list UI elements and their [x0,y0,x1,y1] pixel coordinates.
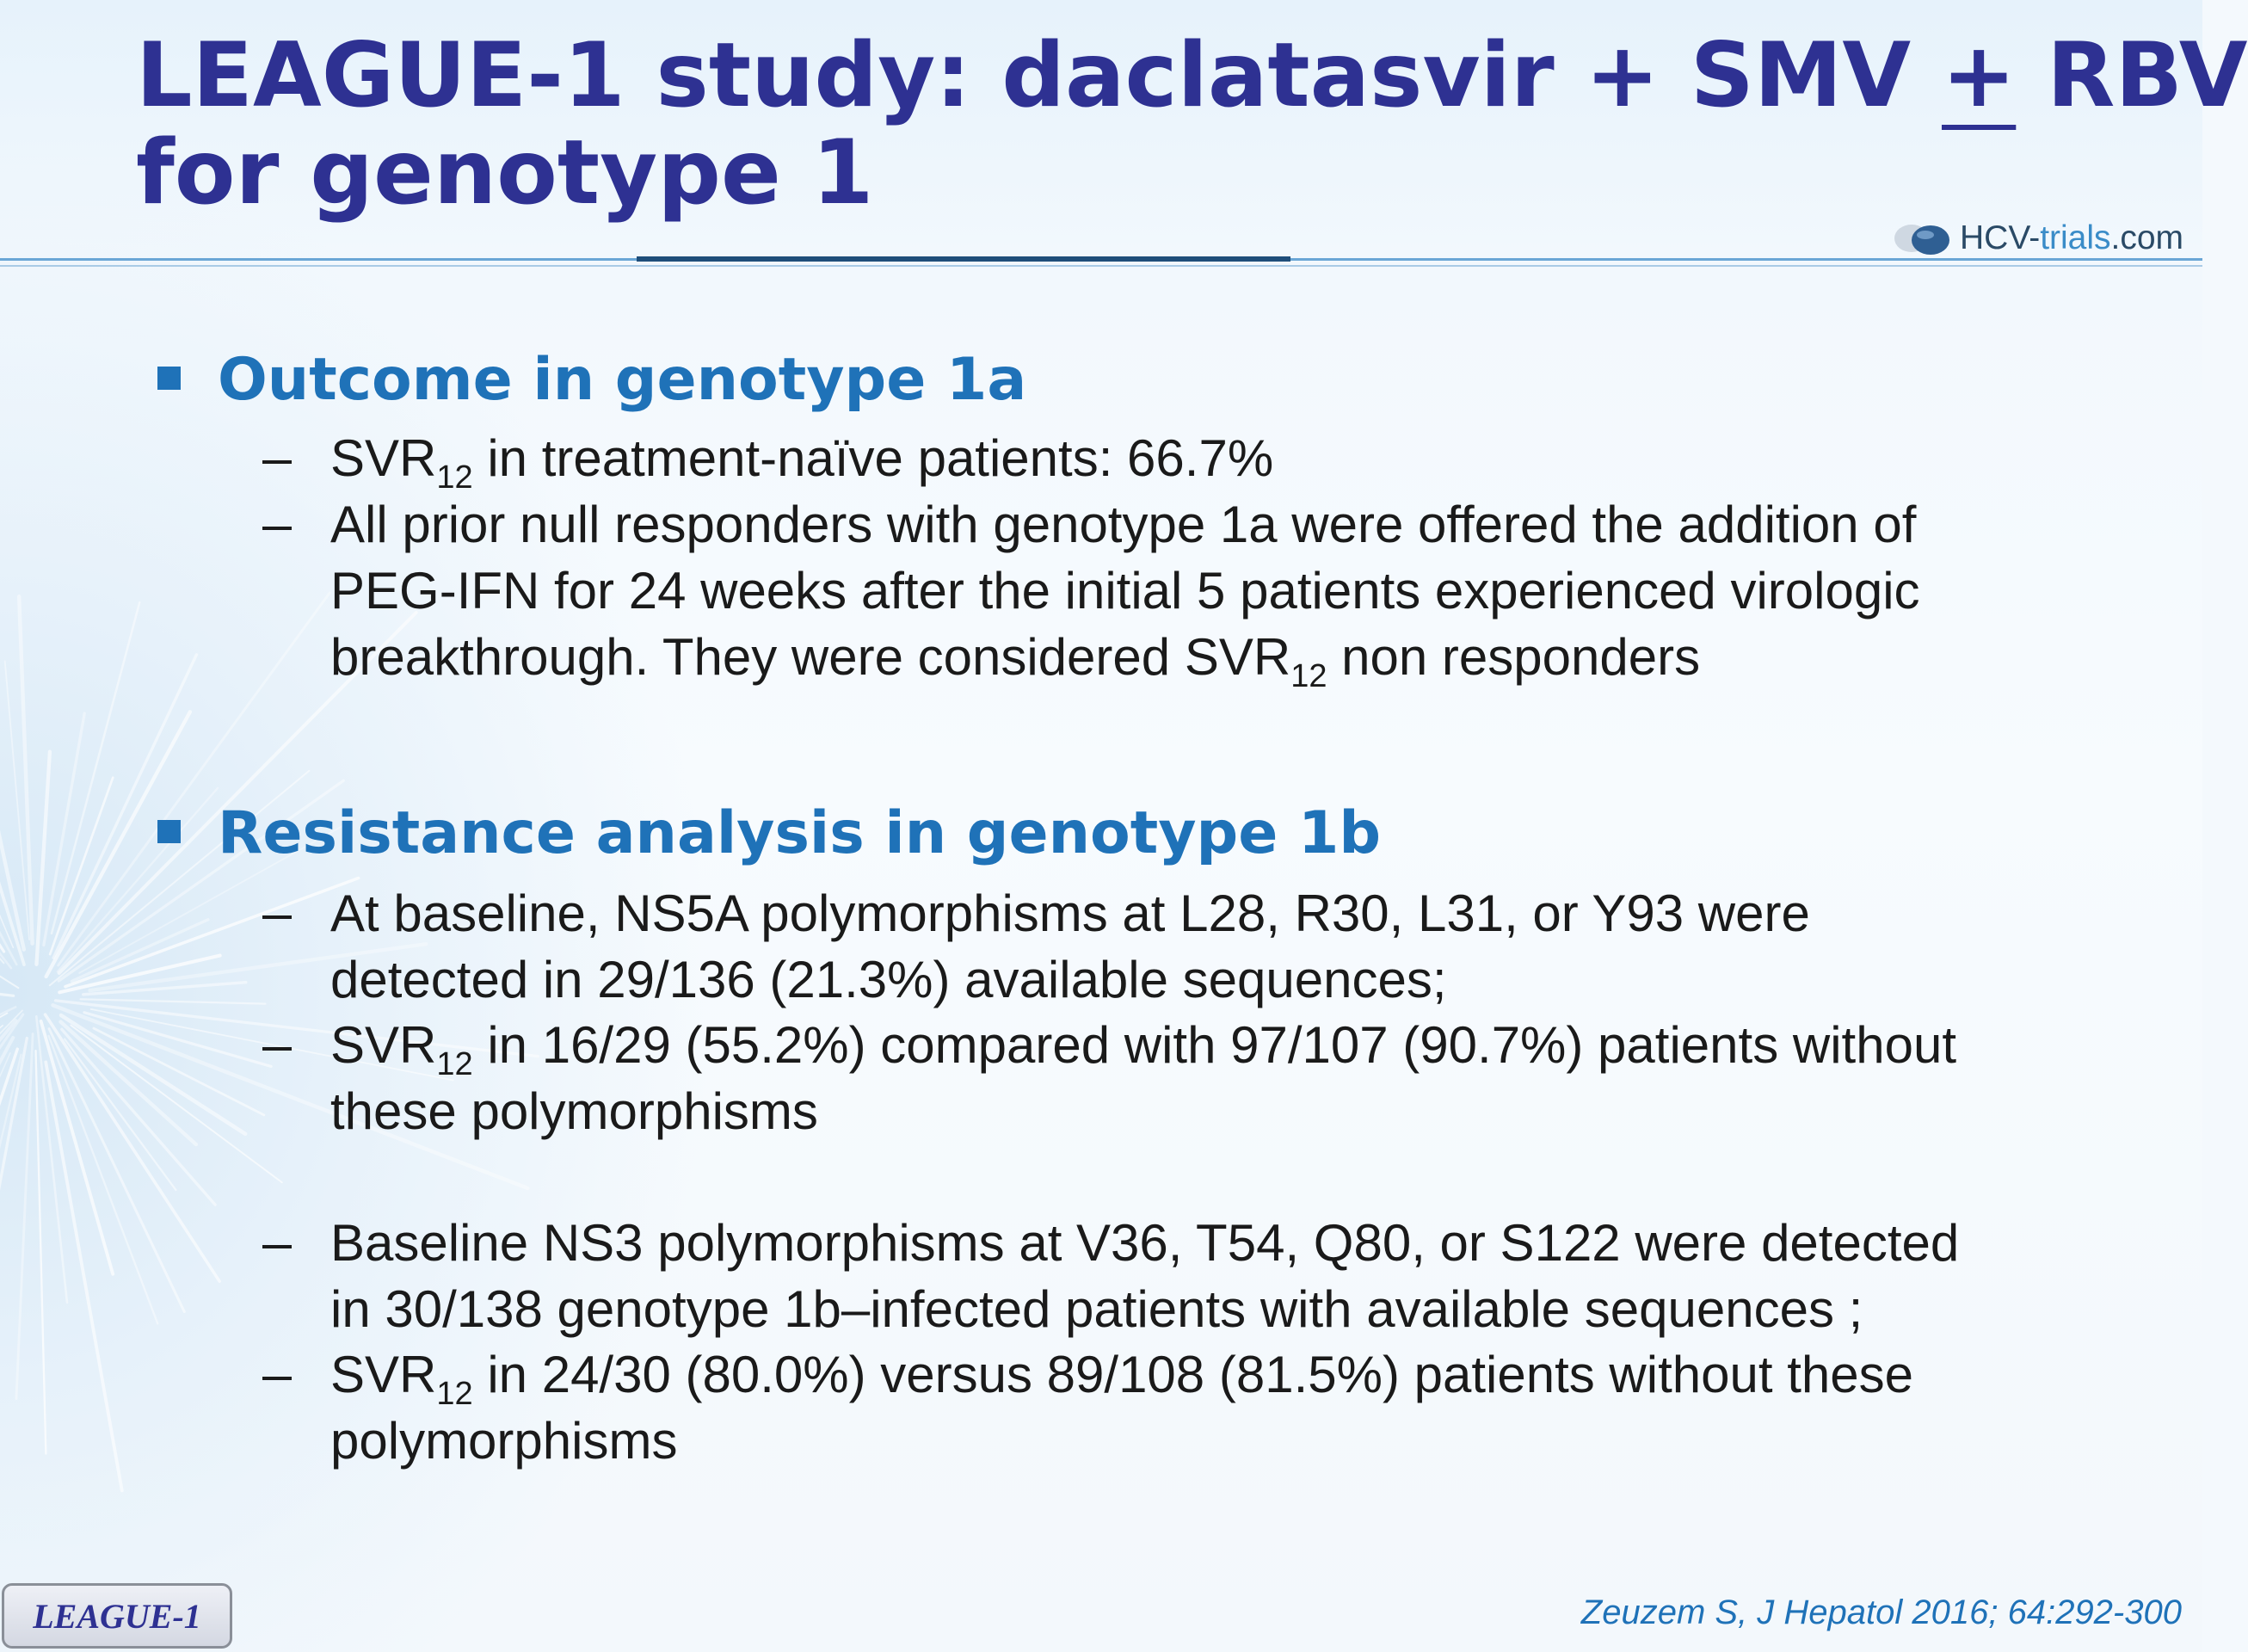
logo-text-right: .com [2110,219,2184,256]
citation: Zeuzem S, J Hepatol 2016; 64:292-300 [1580,1593,2182,1631]
text-run: All prior null responders with genotype 1a were offered the addition of [330,496,1917,553]
list-item [330,1210,1959,1342]
section-heading: Outcome in genotype 1a [218,346,1027,414]
starburst-ray [36,1051,46,1453]
text-run: At baseline, NS5A polymorphisms at L28, R30, L31, or Y93 were [330,885,1810,942]
subscript: 12 [436,1046,473,1082]
starburst-ray [0,500,24,950]
slide-title [136,24,2248,225]
title-line1-pre: LEAGUE-1 study: daclatasvir + SMV [136,24,1942,127]
text-run: breakthrough. They were considered SVR [330,628,1291,686]
title-line2: for genotype 1 [136,121,874,225]
list-item [330,1012,1956,1144]
bullet-square-icon [157,367,181,390]
title-divider [0,255,2202,275]
text-run: PEG-IFN for 24 weeks after the initial 5 patients experienced virologic [330,562,1920,620]
text-run: these polymorphisms [330,1082,818,1140]
text-run: SVR [330,429,437,487]
list-item [330,425,1274,496]
section-heading: Resistance analysis in genotype 1b [218,799,1381,867]
starburst-ray [0,702,4,952]
bullet-dash-icon [262,1047,292,1051]
starburst-ray [58,788,218,972]
bullet-dash-icon [262,1245,292,1248]
starburst-ray [36,752,49,965]
bullet-dash-icon [262,1377,292,1380]
item-line [330,429,1274,496]
title-line1-post: RBV [2016,24,2248,127]
hcv-trials-logo [1893,217,2183,260]
list-item [330,491,1920,694]
starburst-ray [81,999,266,1003]
subscript: 12 [436,1376,473,1412]
text-run: in 16/29 (55.2%) compared with 97/107 (90.7%) patients without [472,1016,1956,1074]
logo-text-left: HCV- [1960,219,2041,256]
text-run: detected in 29/136 (21.3%) available sequences; [330,951,1447,1008]
starburst-ray [46,1014,220,1281]
text-run: in 24/30 (80.0%) versus 89/108 (81.5%) patients without these [472,1346,1913,1403]
title-plus-minus: + [1941,24,2017,127]
bullet-square-icon [157,820,181,843]
text-run: non responders [1327,628,1701,686]
pill-capsule-icon [1893,219,1953,257]
text-run: in treatment-naïve patients: 66.7% [472,429,1274,487]
text-run: in 30/138 genotype 1b–infected patients with available sequences ; [330,1280,1863,1338]
bullet-dash-icon [262,527,292,530]
list-item [330,880,1810,1013]
list-item [330,1341,1913,1474]
text-run: polymorphisms [330,1412,678,1470]
starburst-ray [0,1020,15,1226]
subscript: 12 [1290,658,1327,694]
logo-text [1960,219,2183,257]
subscript: 12 [436,459,473,496]
bullet-dash-icon [262,460,292,464]
text-run: Baseline NS3 polymorphisms at V36, T54, Q80, or S122 were detected [330,1214,1960,1272]
text-run: SVR [330,1016,437,1074]
text-run: SVR [330,1346,437,1403]
starburst-ray [94,1028,264,1115]
study-badge: LEAGUE-1 [2,1583,232,1649]
bullet-dash-icon [262,915,292,919]
logo-text-middle: trials [2040,219,2111,256]
